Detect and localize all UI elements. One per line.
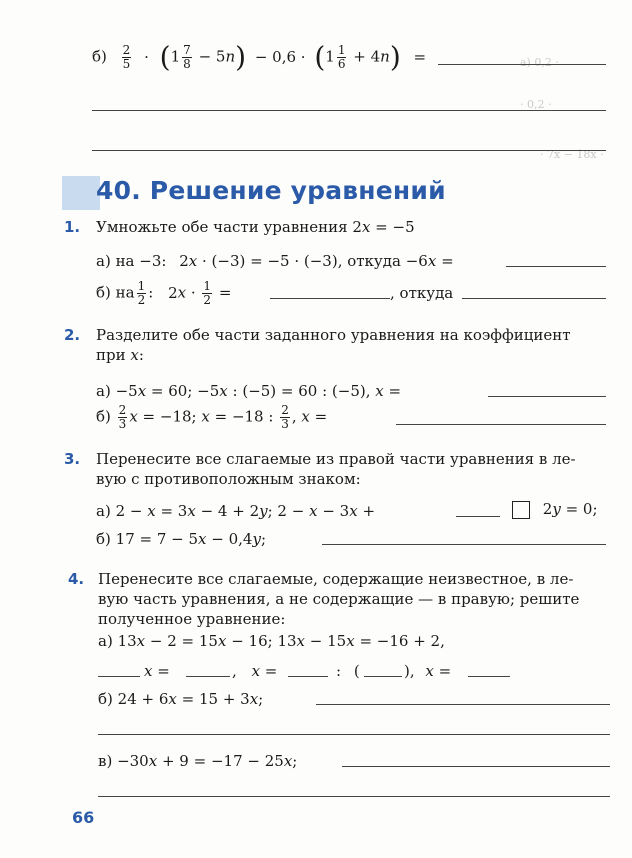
term: 2 xyxy=(168,283,178,302)
term: в) −30 xyxy=(98,752,149,770)
bleed-through: · 7x − 18x · xyxy=(540,148,604,161)
term: , xyxy=(291,407,302,426)
equals: = xyxy=(260,662,278,680)
var-x: x xyxy=(130,346,139,364)
task-4a2-part2 xyxy=(232,662,277,680)
term: 2 xyxy=(179,252,189,270)
term: = 60; −5 xyxy=(146,382,220,400)
task-4-number: 4. xyxy=(68,570,85,588)
term: = −18 : xyxy=(209,407,274,426)
frac-den: 2 xyxy=(203,293,212,307)
equals: = xyxy=(214,283,232,302)
var-x: x xyxy=(147,502,156,520)
bleed-through: а) 0,2 · xyxy=(520,56,559,69)
answer-line[interactable] xyxy=(98,676,140,677)
prompt-text: при xyxy=(96,346,131,364)
task-4-prompt-line2: вую часть уравнения, а не содержащие — в правую; решите xyxy=(98,590,580,608)
answer-line[interactable] xyxy=(98,796,610,797)
answer-line[interactable] xyxy=(186,676,230,677)
var-x: x xyxy=(375,382,384,400)
prompt-text: = −5 xyxy=(370,218,415,236)
task-1-number: 1. xyxy=(64,218,81,236)
frac-num: 2 xyxy=(118,403,127,417)
var-x: x xyxy=(188,252,198,270)
task-4c xyxy=(98,752,297,770)
dot: · xyxy=(186,283,196,302)
answer-line[interactable] xyxy=(316,704,610,705)
task-3a-tail xyxy=(504,500,598,519)
equals: = xyxy=(433,662,452,680)
task-1b xyxy=(96,280,231,307)
answer-line[interactable] xyxy=(270,298,390,299)
paren: ( xyxy=(353,662,360,680)
var-y: y xyxy=(252,530,261,548)
frac-num: 1 xyxy=(203,279,212,293)
task-3-prompt-line1: Перенесите все слагаемые из правой части уравнения в ле- xyxy=(96,450,576,468)
task-3a xyxy=(96,502,375,520)
var-n: n xyxy=(380,47,390,66)
fraction-2-3 xyxy=(118,404,128,431)
answer-line[interactable] xyxy=(506,266,606,267)
var-x: x xyxy=(148,752,158,770)
answer-line[interactable] xyxy=(456,516,500,517)
equals: = xyxy=(436,252,454,270)
answer-line[interactable] xyxy=(488,396,606,397)
label: а) на −3: xyxy=(96,252,167,270)
task-1a xyxy=(96,252,454,270)
var-x: x xyxy=(296,632,306,650)
answer-line[interactable] xyxy=(396,424,606,425)
mixed-whole: 1 xyxy=(170,47,181,66)
var-x: x xyxy=(217,632,227,650)
answer-line[interactable] xyxy=(438,64,606,65)
comma: , xyxy=(232,662,237,680)
frac-num: 7 xyxy=(183,43,191,57)
equals: = xyxy=(152,662,170,680)
term: − 0,4 xyxy=(206,530,253,548)
prompt-text: : xyxy=(138,346,144,364)
var-x: x xyxy=(301,407,310,426)
frac-den: 8 xyxy=(183,57,191,71)
equals: = xyxy=(383,382,402,400)
var-x: x xyxy=(361,218,371,236)
frac-num: 1 xyxy=(137,279,146,293)
task-1-prompt xyxy=(96,218,415,236)
answer-line[interactable] xyxy=(342,766,610,767)
term: 2 xyxy=(542,500,553,518)
task-2-prompt-line2 xyxy=(96,346,144,364)
var-x: x xyxy=(283,752,293,770)
var-x: x xyxy=(219,382,228,400)
frac-num: 2 xyxy=(281,403,289,417)
label: б) xyxy=(96,407,111,426)
var-x: x xyxy=(177,283,187,302)
term: ; xyxy=(292,752,298,770)
section-title: 40. Решение уравнений xyxy=(96,176,446,205)
var-x: x xyxy=(187,502,196,520)
task-4b xyxy=(98,690,263,708)
task-3-prompt-line2: вую с противоположным знаком: xyxy=(96,470,361,488)
bleed-through: · 0,2 · xyxy=(520,98,552,111)
fraction-1-2 xyxy=(137,280,147,307)
term: ; xyxy=(258,690,264,708)
frac-num: 1 xyxy=(337,43,346,57)
task-2-number: 2. xyxy=(64,326,81,344)
var-x: x xyxy=(251,662,261,680)
var-y: y xyxy=(259,502,268,520)
term: б) 24 + 6 xyxy=(98,690,169,708)
fraction-1-6 xyxy=(337,44,347,71)
equals: = xyxy=(309,407,328,426)
answer-line[interactable] xyxy=(98,734,610,735)
term: − 0,6 · xyxy=(254,47,306,66)
var-x: x xyxy=(168,690,177,708)
fraction-1-2 xyxy=(202,280,212,307)
var-x: x xyxy=(144,662,153,680)
colon: : xyxy=(336,662,342,680)
equals: = xyxy=(413,47,427,66)
label: б) на xyxy=(96,283,135,302)
task-4-prompt-line3: полученное уравнение: xyxy=(98,610,286,628)
term: − 3 xyxy=(317,502,350,520)
answer-line[interactable] xyxy=(92,110,606,111)
frac-den: 3 xyxy=(118,417,127,431)
answer-line[interactable] xyxy=(322,544,606,545)
term: = −16 + 2, xyxy=(354,632,445,650)
term: ; xyxy=(260,530,267,548)
term: : (−5) = 60 : (−5), xyxy=(227,382,376,400)
var-x: x xyxy=(309,502,318,520)
term: · (−3) = −5 · (−3), откуда −6 xyxy=(197,252,428,270)
term: − 15 xyxy=(305,632,347,650)
task-4a2-part1 xyxy=(144,662,170,680)
var-x: x xyxy=(137,382,147,400)
term: − 4 + 2 xyxy=(195,502,260,520)
term: − 5 xyxy=(198,47,226,66)
term: б) 17 = 7 − 5 xyxy=(96,530,199,548)
var-x: x xyxy=(129,407,138,426)
term: = −18; xyxy=(137,407,202,426)
task-2a xyxy=(96,382,401,400)
task-3b xyxy=(96,530,266,548)
otkuda-text: , откуда xyxy=(390,284,454,302)
term: ; 2 − xyxy=(267,502,310,520)
term: + 9 = −17 − 25 xyxy=(157,752,284,770)
fraction-2-3 xyxy=(280,404,290,431)
colon: : xyxy=(148,283,154,302)
var-x: x xyxy=(349,502,358,520)
var-y: y xyxy=(552,500,561,518)
frac-den: 6 xyxy=(337,57,346,71)
term: − 2 = 15 xyxy=(145,632,218,650)
var-x: x xyxy=(427,252,437,270)
answer-line[interactable] xyxy=(468,676,510,677)
var-x: x xyxy=(198,530,207,548)
frac-num: 2 xyxy=(122,43,131,57)
top-label: б) xyxy=(92,47,107,66)
page-number: 66 xyxy=(72,808,95,827)
frac-den: 2 xyxy=(137,293,146,307)
var-x: x xyxy=(136,632,146,650)
section-band xyxy=(62,176,100,210)
task-4a2-part4 xyxy=(404,662,451,680)
fraction-2-5 xyxy=(122,44,132,71)
prompt-text: Умножьте обе части уравнения 2 xyxy=(96,218,362,236)
var-x: x xyxy=(249,690,259,708)
term: − 16; 13 xyxy=(226,632,297,650)
mixed-whole: 1 xyxy=(325,47,335,66)
term: + xyxy=(357,502,376,520)
frac-den: 5 xyxy=(122,57,131,71)
term: а) 13 xyxy=(98,632,137,650)
term: а) −5 xyxy=(96,382,138,400)
var-x: x xyxy=(201,407,210,426)
term: = 15 + 3 xyxy=(176,690,250,708)
term: а) 2 − xyxy=(96,502,148,520)
term: = 0; xyxy=(560,500,598,518)
sign-box[interactable] xyxy=(512,501,530,519)
answer-line[interactable] xyxy=(364,676,402,677)
task-4a2-part3 xyxy=(336,662,360,680)
task-2-prompt-line1: Разделите обе части заданного уравнения на коэффициент xyxy=(96,326,571,344)
paren: ), xyxy=(404,662,415,680)
var-x: x xyxy=(346,632,355,650)
task-2b xyxy=(96,404,327,431)
top-expression: б) $\frac{2}{5}$ · (1 $\frac{7}{8}$ − 5n) − 0,6 · (1 $\frac{1}{6}$ + 4n) = xyxy=(92,40,427,74)
answer-line[interactable] xyxy=(462,298,606,299)
var-n: n xyxy=(225,47,236,66)
fraction-7-8 xyxy=(182,44,192,71)
task-3-number: 3. xyxy=(64,450,81,468)
var-x: x xyxy=(425,662,434,680)
term: + 4 xyxy=(353,47,381,66)
answer-line[interactable] xyxy=(288,676,328,677)
task-4-prompt-line1: Перенесите все слагаемые, содержащие неизвестное, в ле- xyxy=(98,570,574,588)
term: = 3 xyxy=(155,502,188,520)
frac-den: 3 xyxy=(281,417,289,431)
task-4a xyxy=(98,632,445,650)
answer-line[interactable] xyxy=(92,150,606,151)
